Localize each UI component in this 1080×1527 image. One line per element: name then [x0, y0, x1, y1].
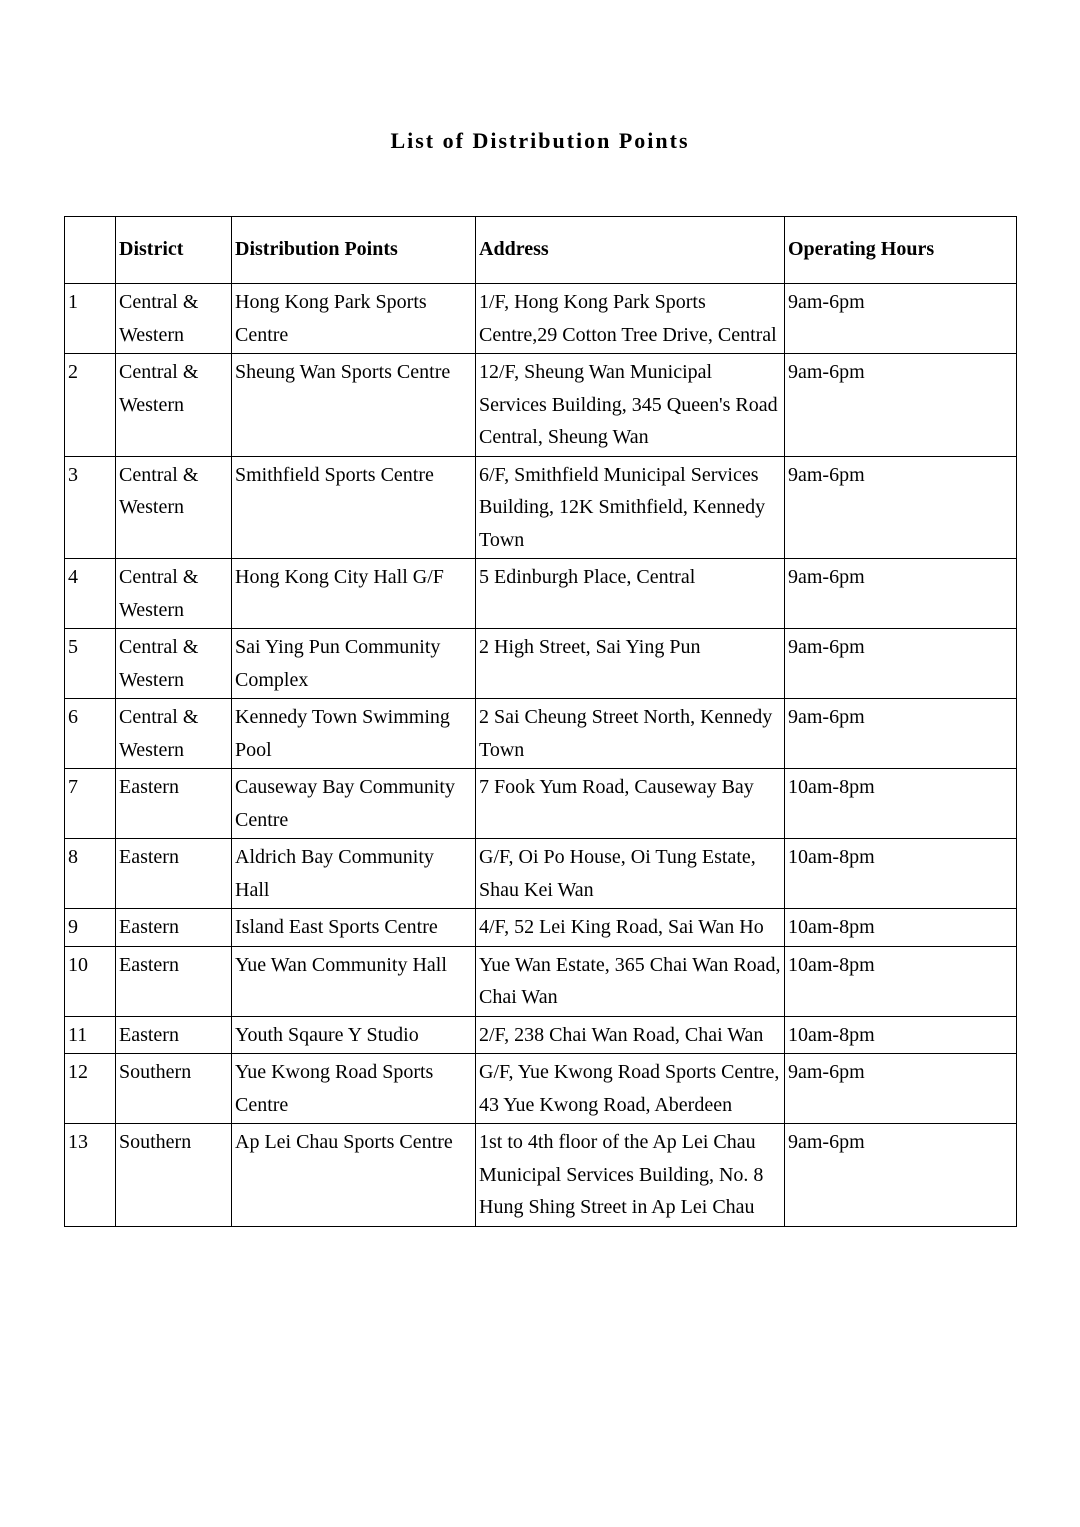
- row-index: 1: [65, 284, 116, 354]
- row-distribution-point: Island East Sports Centre: [232, 909, 476, 947]
- table-row: [65, 699, 1017, 769]
- table-row: [65, 354, 1017, 457]
- row-district: Southern: [116, 1124, 232, 1227]
- row-distribution-point: Aldrich Bay Community Hall: [232, 839, 476, 909]
- row-district: Central & Western: [116, 284, 232, 354]
- row-district: Eastern: [116, 1016, 232, 1054]
- table-row: [65, 769, 1017, 839]
- row-operating-hours: 10am-8pm: [785, 839, 1017, 909]
- row-address: 6/F, Smithfield Municipal Services Building, 12K Smithfield, Kennedy Town: [476, 456, 785, 559]
- row-address: 1st to 4th floor of the Ap Lei Chau Municipal Services Building, No. 8 Hung Shing Street in Ap Lei Chau: [476, 1124, 785, 1227]
- row-address: 12/F, Sheung Wan Municipal Services Building, 345 Queen's Road Central, Sheung Wan: [476, 354, 785, 457]
- distribution-points-table: [64, 216, 1017, 1227]
- row-index: 5: [65, 629, 116, 699]
- row-operating-hours: 9am-6pm: [785, 629, 1017, 699]
- row-operating-hours: 9am-6pm: [785, 699, 1017, 769]
- row-district: Central & Western: [116, 354, 232, 457]
- table-row: [65, 1016, 1017, 1054]
- row-address: 2 High Street, Sai Ying Pun: [476, 629, 785, 699]
- table-row: [65, 1124, 1017, 1227]
- row-distribution-point: Yue Wan Community Hall: [232, 946, 476, 1016]
- row-operating-hours: 9am-6pm: [785, 284, 1017, 354]
- row-index: 9: [65, 909, 116, 947]
- row-distribution-point: Hong Kong City Hall G/F: [232, 559, 476, 629]
- row-operating-hours: 10am-8pm: [785, 909, 1017, 947]
- row-operating-hours: 10am-8pm: [785, 1016, 1017, 1054]
- row-district: Central & Western: [116, 559, 232, 629]
- row-district: Eastern: [116, 909, 232, 947]
- row-operating-hours: 9am-6pm: [785, 456, 1017, 559]
- row-operating-hours: 9am-6pm: [785, 1124, 1017, 1227]
- row-distribution-point: Yue Kwong Road Sports Centre: [232, 1054, 476, 1124]
- row-distribution-point: Sheung Wan Sports Centre: [232, 354, 476, 457]
- row-distribution-point: Hong Kong Park Sports Centre: [232, 284, 476, 354]
- row-distribution-point: Kennedy Town Swimming Pool: [232, 699, 476, 769]
- table-row: [65, 629, 1017, 699]
- table-header-row: [65, 217, 1017, 284]
- table-row: [65, 456, 1017, 559]
- header-index: [65, 217, 116, 284]
- row-index: 6: [65, 699, 116, 769]
- row-district: Central & Western: [116, 456, 232, 559]
- table-row: [65, 1054, 1017, 1124]
- table-row: [65, 946, 1017, 1016]
- row-distribution-point: Causeway Bay Community Centre: [232, 769, 476, 839]
- row-address: G/F, Oi Po House, Oi Tung Estate, Shau Kei Wan: [476, 839, 785, 909]
- row-index: 2: [65, 354, 116, 457]
- row-district: Eastern: [116, 839, 232, 909]
- row-index: 3: [65, 456, 116, 559]
- table-row: [65, 909, 1017, 947]
- row-operating-hours: 9am-6pm: [785, 559, 1017, 629]
- row-address: 2/F, 238 Chai Wan Road, Chai Wan: [476, 1016, 785, 1054]
- row-address: 1/F, Hong Kong Park Sports Centre,29 Cotton Tree Drive, Central: [476, 284, 785, 354]
- row-index: 12: [65, 1054, 116, 1124]
- table-row: [65, 839, 1017, 909]
- row-address: Yue Wan Estate, 365 Chai Wan Road, Chai Wan: [476, 946, 785, 1016]
- row-distribution-point: Ap Lei Chau Sports Centre: [232, 1124, 476, 1227]
- header-operating-hours: Operating Hours: [785, 217, 1017, 284]
- table-row: [65, 559, 1017, 629]
- row-index: 10: [65, 946, 116, 1016]
- header-district: District: [116, 217, 232, 284]
- row-address: 5 Edinburgh Place, Central: [476, 559, 785, 629]
- row-address: G/F, Yue Kwong Road Sports Centre, 43 Yue Kwong Road, Aberdeen: [476, 1054, 785, 1124]
- row-distribution-point: Youth Sqaure Y Studio: [232, 1016, 476, 1054]
- row-index: 11: [65, 1016, 116, 1054]
- row-district: Eastern: [116, 946, 232, 1016]
- page-title: List of Distribution Points: [390, 128, 690, 153]
- table-row: [65, 284, 1017, 354]
- row-address: 7 Fook Yum Road, Causeway Bay: [476, 769, 785, 839]
- row-operating-hours: 9am-6pm: [785, 1054, 1017, 1124]
- header-address: Address: [476, 217, 785, 284]
- row-operating-hours: 10am-8pm: [785, 769, 1017, 839]
- row-district: Central & Western: [116, 699, 232, 769]
- row-operating-hours: 9am-6pm: [785, 354, 1017, 457]
- row-district: Southern: [116, 1054, 232, 1124]
- header-distribution-points: Distribution Points: [232, 217, 476, 284]
- row-address: 4/F, 52 Lei King Road, Sai Wan Ho: [476, 909, 785, 947]
- row-distribution-point: Smithfield Sports Centre: [232, 456, 476, 559]
- row-distribution-point: Sai Ying Pun Community Complex: [232, 629, 476, 699]
- row-district: Central & Western: [116, 629, 232, 699]
- row-address: 2 Sai Cheung Street North, Kennedy Town: [476, 699, 785, 769]
- row-index: 8: [65, 839, 116, 909]
- row-operating-hours: 10am-8pm: [785, 946, 1017, 1016]
- row-index: 13: [65, 1124, 116, 1227]
- row-district: Eastern: [116, 769, 232, 839]
- row-index: 7: [65, 769, 116, 839]
- row-index: 4: [65, 559, 116, 629]
